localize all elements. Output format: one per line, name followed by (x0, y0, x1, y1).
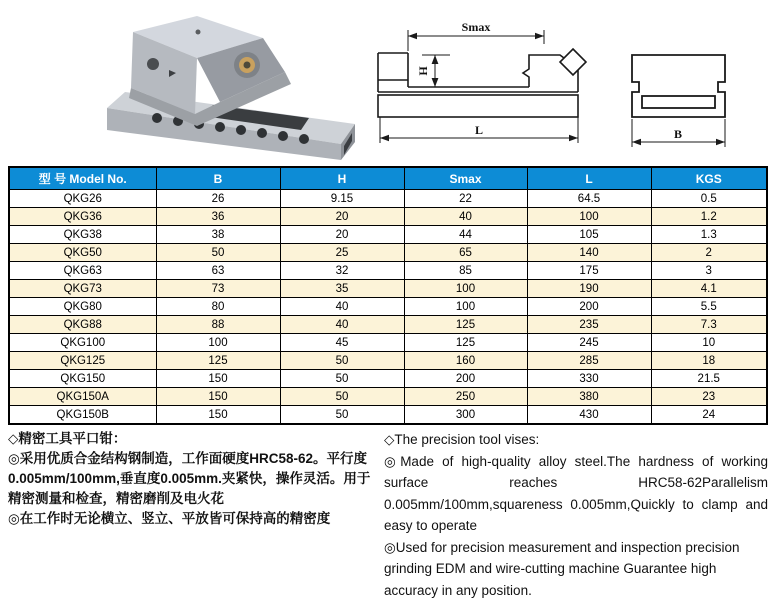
spec-cell: 65 (404, 244, 527, 262)
spec-cell: QKG38 (9, 226, 156, 244)
spec-cell: 40 (280, 316, 404, 334)
spec-cell: 235 (527, 316, 651, 334)
table-row (9, 334, 767, 352)
spec-cell: 9.15 (280, 190, 404, 208)
spec-cell: 44 (404, 226, 527, 244)
table-row (9, 370, 767, 388)
spec-cell: 32 (280, 262, 404, 280)
spec-cell: 80 (156, 298, 280, 316)
spec-cell: 105 (527, 226, 651, 244)
column-header: 型 号 Model No. (9, 167, 156, 190)
notes-cn-title: ◇精密工具平口钳： (8, 429, 378, 449)
spec-cell: 250 (404, 388, 527, 406)
spec-cell: 2 (651, 244, 767, 262)
spec-cell: 125 (156, 352, 280, 370)
spec-cell: 100 (156, 334, 280, 352)
spec-cell: 50 (280, 370, 404, 388)
spec-cell: 50 (156, 244, 280, 262)
spec-cell: 35 (280, 280, 404, 298)
spec-cell: 64.5 (527, 190, 651, 208)
column-header: H (280, 167, 404, 190)
table-row (9, 244, 767, 262)
notes-cn-item2: ◎在工作时无论横立、竖立、平放皆可保持高的精密度 (8, 509, 378, 529)
spec-cell: 200 (527, 298, 651, 316)
spec-cell: 300 (404, 406, 527, 425)
spec-cell: 23 (651, 388, 767, 406)
spec-cell: 85 (404, 262, 527, 280)
spec-cell: 125 (404, 334, 527, 352)
spec-cell: 50 (280, 352, 404, 370)
notes-chinese (8, 429, 378, 529)
spec-cell: QKG150 (9, 370, 156, 388)
spec-table-header (9, 167, 767, 190)
spec-cell: 20 (280, 226, 404, 244)
spec-table-body (9, 190, 767, 425)
spec-cell: 24 (651, 406, 767, 425)
spec-cell: 125 (404, 316, 527, 334)
spec-cell: 38 (156, 226, 280, 244)
spec-cell: 150 (156, 388, 280, 406)
spec-cell: 21.5 (651, 370, 767, 388)
spec-cell: 7.3 (651, 316, 767, 334)
spec-cell: QKG26 (9, 190, 156, 208)
header-row (9, 167, 767, 190)
spec-cell: 1.3 (651, 226, 767, 244)
notes-cn-item1: ◎采用优质合金结构钢制造，工作面硬度HRC58-62。平行度0.005mm/100mm,垂直度0.005mm.夹紧快，操作灵活。用于精密测量和检查，精密磨削及电火花 (8, 449, 378, 509)
table-row (9, 190, 767, 208)
spec-cell: 160 (404, 352, 527, 370)
spec-cell: QKG73 (9, 280, 156, 298)
spec-cell: 45 (280, 334, 404, 352)
column-header: B (156, 167, 280, 190)
spec-cell: 3 (651, 262, 767, 280)
table-row (9, 262, 767, 280)
spec-cell: QKG100 (9, 334, 156, 352)
spec-cell: 50 (280, 388, 404, 406)
spec-cell: 18 (651, 352, 767, 370)
spec-cell: 285 (527, 352, 651, 370)
table-row (9, 388, 767, 406)
spec-cell: 22 (404, 190, 527, 208)
spec-cell: 40 (404, 208, 527, 226)
spec-cell: 100 (404, 280, 527, 298)
table-row (9, 208, 767, 226)
spec-cell: QKG150B (9, 406, 156, 425)
spec-cell: 150 (156, 370, 280, 388)
column-header: KGS (651, 167, 767, 190)
spec-cell: 0.5 (651, 190, 767, 208)
table-row (9, 316, 767, 334)
table-row (9, 298, 767, 316)
notes-english (384, 429, 768, 601)
table-row (9, 406, 767, 425)
spec-cell: QKG88 (9, 316, 156, 334)
spec-cell: 10 (651, 334, 767, 352)
spec-cell: 73 (156, 280, 280, 298)
dim-label-l: L (475, 123, 483, 137)
spec-cell: 4.1 (651, 280, 767, 298)
spec-cell: 25 (280, 244, 404, 262)
spec-cell: 200 (404, 370, 527, 388)
dim-label-smax: Smax (462, 20, 491, 34)
spec-cell: 40 (280, 298, 404, 316)
spec-table (8, 166, 768, 425)
spec-cell: QKG125 (9, 352, 156, 370)
spec-cell: QKG63 (9, 262, 156, 280)
head-side-hole (147, 58, 159, 70)
spec-cell: 430 (527, 406, 651, 425)
spec-cell: 245 (527, 334, 651, 352)
spec-cell: 1.2 (651, 208, 767, 226)
notes-en-item2: ◎Used for precision measurement and inspection precision grinding EDM and wire-cutting machine Guarantee high accuracy in any position. (384, 537, 768, 601)
notes-en-item1: ◎Made of high-quality alloy steel.The hardness of working surface reaches HRC58-62Parallelism 0.005mm/100mm,squareness 0.005mm,Quickly to clamp and easy to operate (384, 451, 768, 537)
spec-cell: 63 (156, 262, 280, 280)
table-row (9, 226, 767, 244)
spec-cell: 26 (156, 190, 280, 208)
spec-cell: 175 (527, 262, 651, 280)
table-row (9, 352, 767, 370)
spec-cell: 330 (527, 370, 651, 388)
spec-cell: 5.5 (651, 298, 767, 316)
clamp-screw-socket (244, 62, 251, 69)
notes-en-title: ◇The precision tool vises: (384, 429, 768, 451)
spec-cell: 88 (156, 316, 280, 334)
product-photo (85, 2, 360, 160)
head-top-hole (196, 30, 201, 35)
side-view-outline (378, 49, 586, 117)
spec-cell: 140 (527, 244, 651, 262)
spec-cell: 36 (156, 208, 280, 226)
column-header: L (527, 167, 651, 190)
end-view-outline (632, 55, 725, 117)
column-header: Smax (404, 167, 527, 190)
end-view-drawing (622, 38, 767, 153)
spec-cell: 380 (527, 388, 651, 406)
spec-cell: 190 (527, 280, 651, 298)
spec-cell: QKG80 (9, 298, 156, 316)
spec-cell: 150 (156, 406, 280, 425)
spec-cell: 100 (404, 298, 527, 316)
table-row (9, 280, 767, 298)
dim-label-b: B (674, 127, 682, 141)
spec-cell: 20 (280, 208, 404, 226)
dim-label-h: H (416, 66, 430, 76)
side-view-drawing (372, 18, 587, 150)
spec-cell: QKG50 (9, 244, 156, 262)
spec-cell: 50 (280, 406, 404, 425)
spec-cell: QKG36 (9, 208, 156, 226)
spec-cell: QKG150A (9, 388, 156, 406)
spec-cell: 100 (527, 208, 651, 226)
